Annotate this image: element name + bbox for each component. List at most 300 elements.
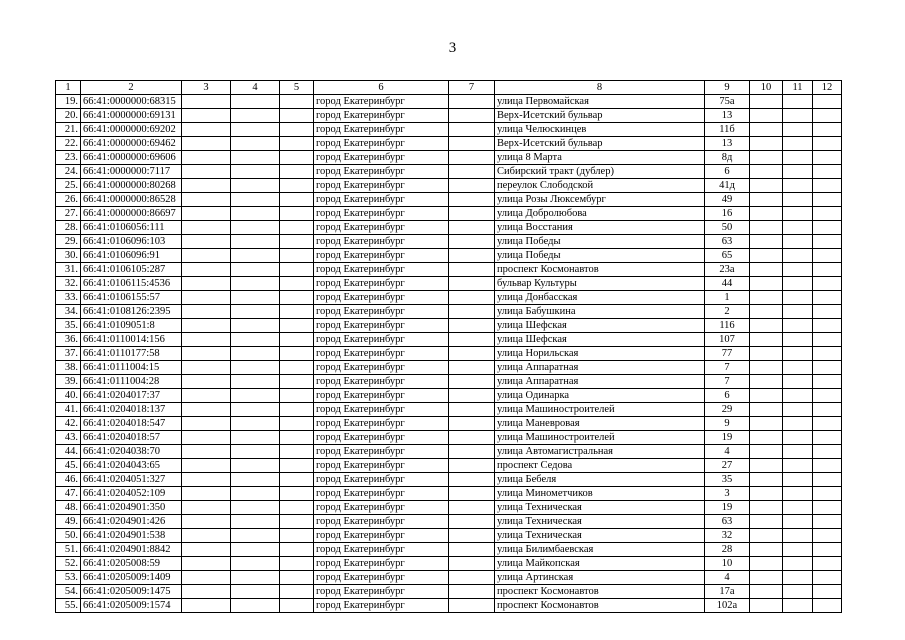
city-cell: город Екатеринбург xyxy=(314,109,449,123)
table-row xyxy=(56,95,842,109)
house-number: 65 xyxy=(705,249,750,263)
empty-cell xyxy=(231,571,280,585)
street-cell: Сибирский тракт (дублер) xyxy=(495,165,705,179)
empty-cell xyxy=(813,137,842,151)
empty-cell xyxy=(449,543,495,557)
empty-cell xyxy=(449,389,495,403)
empty-cell xyxy=(280,431,314,445)
empty-cell xyxy=(449,221,495,235)
empty-cell xyxy=(813,151,842,165)
header-cell: 10 xyxy=(750,81,783,95)
table-row xyxy=(56,487,842,501)
city-cell: город Екатеринбург xyxy=(314,305,449,319)
empty-cell xyxy=(750,305,783,319)
house-number: 23а xyxy=(705,263,750,277)
empty-cell xyxy=(783,95,813,109)
table-row xyxy=(56,109,842,123)
city-cell: город Екатеринбург xyxy=(314,389,449,403)
row-number: 41. xyxy=(56,403,81,417)
street-cell: улица Добролюбова xyxy=(495,207,705,221)
row-number: 51. xyxy=(56,543,81,557)
city-cell: город Екатеринбург xyxy=(314,543,449,557)
empty-cell xyxy=(449,319,495,333)
empty-cell xyxy=(783,109,813,123)
house-number: 16 xyxy=(705,207,750,221)
house-number: 9 xyxy=(705,417,750,431)
empty-cell xyxy=(783,403,813,417)
row-number: 39. xyxy=(56,375,81,389)
table-row xyxy=(56,151,842,165)
empty-cell xyxy=(783,445,813,459)
empty-cell xyxy=(813,305,842,319)
empty-cell xyxy=(182,571,231,585)
empty-cell xyxy=(750,109,783,123)
cadastral-number: 66:41:0106096:103 xyxy=(81,235,182,249)
house-number: 116 xyxy=(705,319,750,333)
empty-cell xyxy=(750,207,783,221)
empty-cell xyxy=(449,305,495,319)
empty-cell xyxy=(231,543,280,557)
empty-cell xyxy=(231,473,280,487)
city-cell: город Екатеринбург xyxy=(314,333,449,347)
row-number: 40. xyxy=(56,389,81,403)
empty-cell xyxy=(182,389,231,403)
house-number: 2 xyxy=(705,305,750,319)
empty-cell xyxy=(182,487,231,501)
empty-cell xyxy=(182,305,231,319)
empty-cell xyxy=(750,319,783,333)
street-cell: улица 8 Марта xyxy=(495,151,705,165)
house-number: 13 xyxy=(705,137,750,151)
empty-cell xyxy=(813,319,842,333)
cadastral-number: 66:41:0109051:8 xyxy=(81,319,182,333)
empty-cell xyxy=(813,501,842,515)
house-number: 19 xyxy=(705,501,750,515)
empty-cell xyxy=(449,249,495,263)
empty-cell xyxy=(231,263,280,277)
empty-cell xyxy=(750,165,783,179)
table-row xyxy=(56,207,842,221)
empty-cell xyxy=(449,445,495,459)
row-number: 47. xyxy=(56,487,81,501)
empty-cell xyxy=(449,109,495,123)
empty-cell xyxy=(182,333,231,347)
city-cell: город Екатеринбург xyxy=(314,221,449,235)
empty-cell xyxy=(750,431,783,445)
house-number: 6 xyxy=(705,165,750,179)
cadastral-number: 66:41:0000000:69131 xyxy=(81,109,182,123)
empty-cell xyxy=(750,417,783,431)
row-number: 25. xyxy=(56,179,81,193)
city-cell: город Екатеринбург xyxy=(314,95,449,109)
cadastral-number: 66:41:0000000:68315 xyxy=(81,95,182,109)
empty-cell xyxy=(813,347,842,361)
cadastral-number: 66:41:0204018:137 xyxy=(81,403,182,417)
empty-cell xyxy=(783,151,813,165)
empty-cell xyxy=(182,95,231,109)
empty-cell xyxy=(750,221,783,235)
empty-cell xyxy=(449,403,495,417)
row-number: 44. xyxy=(56,445,81,459)
street-cell: улица Одинарка xyxy=(495,389,705,403)
empty-cell xyxy=(750,291,783,305)
street-cell: улица Машиностроителей xyxy=(495,431,705,445)
cadastral-number: 66:41:0106096:91 xyxy=(81,249,182,263)
empty-cell xyxy=(750,361,783,375)
empty-cell xyxy=(182,417,231,431)
empty-cell xyxy=(449,165,495,179)
empty-cell xyxy=(750,515,783,529)
empty-cell xyxy=(449,235,495,249)
row-number: 30. xyxy=(56,249,81,263)
empty-cell xyxy=(182,263,231,277)
street-cell: улица Машиностроителей xyxy=(495,403,705,417)
street-cell: бульвар Культуры xyxy=(495,277,705,291)
empty-cell xyxy=(750,151,783,165)
empty-cell xyxy=(449,263,495,277)
empty-cell xyxy=(280,585,314,599)
empty-cell xyxy=(449,585,495,599)
cadastral-number: 66:41:0106105:287 xyxy=(81,263,182,277)
table-row xyxy=(56,431,842,445)
empty-cell xyxy=(449,179,495,193)
empty-cell xyxy=(449,347,495,361)
city-cell: город Екатеринбург xyxy=(314,473,449,487)
street-cell: улица Бебеля xyxy=(495,473,705,487)
empty-cell xyxy=(280,515,314,529)
empty-cell xyxy=(750,599,783,613)
empty-cell xyxy=(813,249,842,263)
empty-cell xyxy=(280,165,314,179)
empty-cell xyxy=(182,501,231,515)
city-cell: город Екатеринбург xyxy=(314,529,449,543)
empty-cell xyxy=(750,501,783,515)
empty-cell xyxy=(449,473,495,487)
empty-cell xyxy=(813,263,842,277)
empty-cell xyxy=(449,599,495,613)
row-number: 27. xyxy=(56,207,81,221)
empty-cell xyxy=(783,557,813,571)
city-cell: город Екатеринбург xyxy=(314,347,449,361)
cadastral-number: 66:41:0205009:1409 xyxy=(81,571,182,585)
empty-cell xyxy=(449,151,495,165)
empty-cell xyxy=(813,123,842,137)
empty-cell xyxy=(182,543,231,557)
cadastral-number: 66:41:0205009:1475 xyxy=(81,585,182,599)
empty-cell xyxy=(182,277,231,291)
empty-cell xyxy=(280,543,314,557)
row-number: 43. xyxy=(56,431,81,445)
table-row xyxy=(56,599,842,613)
empty-cell xyxy=(280,375,314,389)
empty-cell xyxy=(182,515,231,529)
header-cell: 12 xyxy=(813,81,842,95)
row-number: 48. xyxy=(56,501,81,515)
house-number: 11б xyxy=(705,123,750,137)
house-number: 32 xyxy=(705,529,750,543)
empty-cell xyxy=(449,95,495,109)
cadastral-number: 66:41:0111004:15 xyxy=(81,361,182,375)
empty-cell xyxy=(231,347,280,361)
table-row xyxy=(56,557,842,571)
empty-cell xyxy=(783,165,813,179)
table-row xyxy=(56,529,842,543)
city-cell: город Екатеринбург xyxy=(314,431,449,445)
empty-cell xyxy=(280,179,314,193)
street-cell: улица Бабушкина xyxy=(495,305,705,319)
table-row xyxy=(56,193,842,207)
empty-cell xyxy=(813,109,842,123)
empty-cell xyxy=(813,403,842,417)
empty-cell xyxy=(280,221,314,235)
row-number: 22. xyxy=(56,137,81,151)
empty-cell xyxy=(231,417,280,431)
empty-cell xyxy=(280,459,314,473)
street-cell: улица Шефская xyxy=(495,319,705,333)
table-row xyxy=(56,347,842,361)
empty-cell xyxy=(783,417,813,431)
empty-cell xyxy=(280,361,314,375)
empty-cell xyxy=(231,361,280,375)
empty-cell xyxy=(449,375,495,389)
empty-cell xyxy=(449,137,495,151)
table-body xyxy=(56,95,842,613)
header-cell: 5 xyxy=(280,81,314,95)
city-cell: город Екатеринбург xyxy=(314,291,449,305)
empty-cell xyxy=(783,263,813,277)
empty-cell xyxy=(783,375,813,389)
empty-cell xyxy=(813,543,842,557)
street-cell: улица Победы xyxy=(495,235,705,249)
empty-cell xyxy=(813,417,842,431)
street-cell: улица Артинская xyxy=(495,571,705,585)
empty-cell xyxy=(449,291,495,305)
cadastral-number: 66:41:0204018:57 xyxy=(81,431,182,445)
empty-cell xyxy=(231,277,280,291)
empty-cell xyxy=(280,319,314,333)
empty-cell xyxy=(182,235,231,249)
cadastral-number: 66:41:0108126:2395 xyxy=(81,305,182,319)
empty-cell xyxy=(750,473,783,487)
empty-cell xyxy=(783,431,813,445)
row-number: 31. xyxy=(56,263,81,277)
empty-cell xyxy=(750,277,783,291)
table-row xyxy=(56,221,842,235)
street-cell: проспект Космонавтов xyxy=(495,599,705,613)
table-row xyxy=(56,515,842,529)
header-row xyxy=(56,81,842,95)
empty-cell xyxy=(449,333,495,347)
empty-cell xyxy=(182,431,231,445)
empty-cell xyxy=(449,193,495,207)
row-number: 45. xyxy=(56,459,81,473)
empty-cell xyxy=(449,123,495,137)
empty-cell xyxy=(813,599,842,613)
empty-cell xyxy=(783,123,813,137)
empty-cell xyxy=(231,235,280,249)
table-row xyxy=(56,403,842,417)
row-number: 33. xyxy=(56,291,81,305)
empty-cell xyxy=(783,179,813,193)
empty-cell xyxy=(231,137,280,151)
empty-cell xyxy=(182,557,231,571)
empty-cell xyxy=(783,347,813,361)
empty-cell xyxy=(280,599,314,613)
empty-cell xyxy=(182,319,231,333)
empty-cell xyxy=(280,389,314,403)
empty-cell xyxy=(280,347,314,361)
house-number: 77 xyxy=(705,347,750,361)
empty-cell xyxy=(750,459,783,473)
street-cell: улица Маневровая xyxy=(495,417,705,431)
city-cell: город Екатеринбург xyxy=(314,459,449,473)
city-cell: город Екатеринбург xyxy=(314,445,449,459)
house-number: 6 xyxy=(705,389,750,403)
empty-cell xyxy=(750,137,783,151)
cadastral-number: 66:41:0204017:37 xyxy=(81,389,182,403)
empty-cell xyxy=(280,235,314,249)
empty-cell xyxy=(231,459,280,473)
cadastral-number: 66:41:0000000:86697 xyxy=(81,207,182,221)
house-number: 49 xyxy=(705,193,750,207)
empty-cell xyxy=(449,571,495,585)
empty-cell xyxy=(813,487,842,501)
house-number: 107 xyxy=(705,333,750,347)
empty-cell xyxy=(231,291,280,305)
city-cell: город Екатеринбург xyxy=(314,501,449,515)
row-number: 38. xyxy=(56,361,81,375)
empty-cell xyxy=(783,193,813,207)
street-cell: улица Аппаратная xyxy=(495,361,705,375)
house-number: 63 xyxy=(705,515,750,529)
empty-cell xyxy=(750,571,783,585)
house-number: 44 xyxy=(705,277,750,291)
empty-cell xyxy=(783,291,813,305)
row-number: 26. xyxy=(56,193,81,207)
empty-cell xyxy=(280,249,314,263)
empty-cell xyxy=(783,487,813,501)
empty-cell xyxy=(813,445,842,459)
city-cell: город Екатеринбург xyxy=(314,403,449,417)
table-row xyxy=(56,319,842,333)
city-cell: город Екатеринбург xyxy=(314,165,449,179)
empty-cell xyxy=(449,515,495,529)
empty-cell xyxy=(783,389,813,403)
street-cell: улица Восстания xyxy=(495,221,705,235)
empty-cell xyxy=(813,95,842,109)
empty-cell xyxy=(231,445,280,459)
empty-cell xyxy=(813,193,842,207)
empty-cell xyxy=(231,515,280,529)
empty-cell xyxy=(182,291,231,305)
table-row xyxy=(56,585,842,599)
empty-cell xyxy=(280,417,314,431)
empty-cell xyxy=(783,319,813,333)
cadastral-number: 66:41:0204901:426 xyxy=(81,515,182,529)
cadastral-number: 66:41:0000000:69606 xyxy=(81,151,182,165)
house-number: 4 xyxy=(705,445,750,459)
street-cell: улица Минометчиков xyxy=(495,487,705,501)
empty-cell xyxy=(813,529,842,543)
street-cell: улица Победы xyxy=(495,249,705,263)
header-cell: 4 xyxy=(231,81,280,95)
city-cell: город Екатеринбург xyxy=(314,193,449,207)
empty-cell xyxy=(231,319,280,333)
empty-cell xyxy=(280,403,314,417)
empty-cell xyxy=(231,487,280,501)
cadastral-number: 66:41:0204901:8842 xyxy=(81,543,182,557)
city-cell: город Екатеринбург xyxy=(314,585,449,599)
table-row xyxy=(56,305,842,319)
empty-cell xyxy=(449,557,495,571)
house-number: 3 xyxy=(705,487,750,501)
table-row xyxy=(56,501,842,515)
city-cell: город Екатеринбург xyxy=(314,263,449,277)
row-number: 46. xyxy=(56,473,81,487)
house-number: 8д xyxy=(705,151,750,165)
empty-cell xyxy=(813,375,842,389)
city-cell: город Екатеринбург xyxy=(314,417,449,431)
cadastral-number: 66:41:0205009:1574 xyxy=(81,599,182,613)
table-header xyxy=(56,81,842,95)
house-number: 50 xyxy=(705,221,750,235)
table-row xyxy=(56,459,842,473)
row-number: 52. xyxy=(56,557,81,571)
empty-cell xyxy=(231,109,280,123)
city-cell: город Екатеринбург xyxy=(314,571,449,585)
empty-cell xyxy=(280,557,314,571)
city-cell: город Екатеринбург xyxy=(314,319,449,333)
empty-cell xyxy=(750,347,783,361)
empty-cell xyxy=(231,333,280,347)
empty-cell xyxy=(231,193,280,207)
empty-cell xyxy=(783,599,813,613)
empty-cell xyxy=(280,277,314,291)
empty-cell xyxy=(280,109,314,123)
empty-cell xyxy=(182,445,231,459)
street-cell: улица Розы Люксембург xyxy=(495,193,705,207)
empty-cell xyxy=(231,123,280,137)
empty-cell xyxy=(813,473,842,487)
table-row xyxy=(56,473,842,487)
empty-cell xyxy=(750,95,783,109)
table-row xyxy=(56,137,842,151)
city-cell: город Екатеринбург xyxy=(314,375,449,389)
street-cell: улица Первомайская xyxy=(495,95,705,109)
city-cell: город Екатеринбург xyxy=(314,137,449,151)
header-cell: 8 xyxy=(495,81,705,95)
empty-cell xyxy=(280,529,314,543)
row-number: 19. xyxy=(56,95,81,109)
empty-cell xyxy=(449,487,495,501)
empty-cell xyxy=(182,529,231,543)
empty-cell xyxy=(783,333,813,347)
street-cell: улица Донбасская xyxy=(495,291,705,305)
empty-cell xyxy=(231,221,280,235)
empty-cell xyxy=(750,487,783,501)
header-cell: 2 xyxy=(81,81,182,95)
row-number: 34. xyxy=(56,305,81,319)
cadastral-number: 66:41:0204901:350 xyxy=(81,501,182,515)
empty-cell xyxy=(750,403,783,417)
empty-cell xyxy=(280,137,314,151)
empty-cell xyxy=(280,95,314,109)
house-number: 1 xyxy=(705,291,750,305)
street-cell: переулок Слободской xyxy=(495,179,705,193)
empty-cell xyxy=(280,445,314,459)
house-number: 10 xyxy=(705,557,750,571)
empty-cell xyxy=(813,571,842,585)
